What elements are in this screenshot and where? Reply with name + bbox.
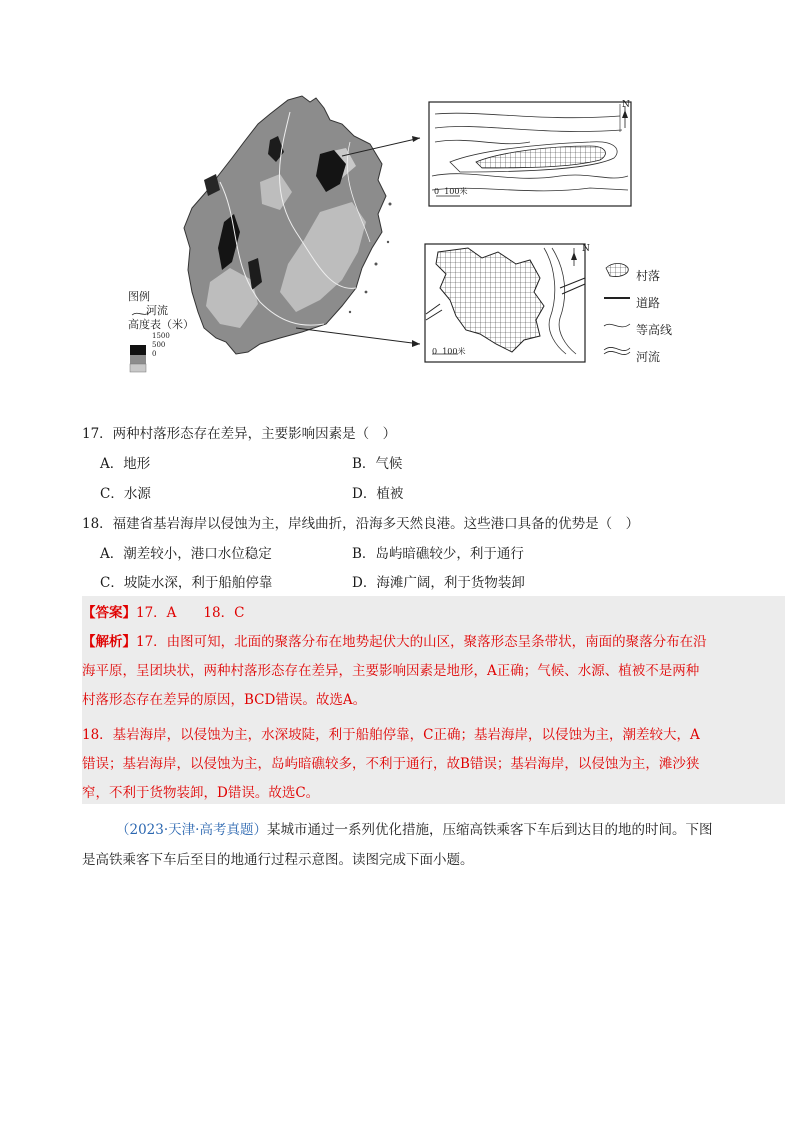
source-text-1: 某城市通过一系列优化措施，压缩高铁乘客下车后到达目的地的时间。下图	[266, 822, 713, 838]
answer-label: 【答案】	[82, 605, 136, 621]
source-tag: （2023·天津·高考真题）	[116, 822, 267, 838]
analysis-line-6: 窄，不利于货物装卸，D错误。故选C。	[82, 785, 320, 801]
analysis-line-3: 村落形态存在差异的原因，BCD错误。故选A。	[82, 692, 367, 708]
legend-contour: 等高线	[636, 323, 673, 337]
answer-text: 17．A 18．C	[136, 605, 245, 621]
inset-bottom-north: N	[582, 244, 590, 254]
terrain-map-figure	[120, 92, 680, 392]
q18-option-b: B．岛屿暗礁较少，利于通行	[352, 546, 524, 562]
q17-option-a: A．地形	[100, 456, 151, 472]
answer-line	[82, 601, 244, 621]
scale-zero: 0	[434, 187, 440, 196]
q18-option-c: C．坡陡水深，利于船舶停靠	[100, 575, 273, 591]
q17-option-d: D．植被	[352, 486, 404, 502]
analysis-line-4: 18．基岩海岸，以侵蚀为主，水深坡陡，利于船舶停靠，C正确；基岩海岸，以侵蚀为主，潮差较大，A	[82, 727, 700, 743]
inset-bottom	[425, 244, 585, 362]
scale-zero: 0	[432, 347, 438, 356]
legend-h3: 0	[152, 350, 157, 358]
inset-top-scale	[434, 186, 467, 197]
legend-h2: 500	[152, 341, 166, 349]
legend-river: 河流	[636, 350, 661, 364]
legend-h1: 1500	[152, 332, 170, 340]
scale-label: 100米	[442, 347, 466, 356]
question-18-stem: 18．福建省基岩海岸以侵蚀为主，岸线曲折，沿海多天然良港。这些港口具备的优势是（ ）	[82, 516, 640, 532]
analysis-label: 【解析】	[82, 634, 136, 650]
scale-label: 100米	[444, 187, 468, 196]
analysis-line-5: 错误；基岩海岸，以侵蚀为主，岛屿暗礁较多，不利于通行，故B错误；基岩海岸，以侵蚀为主，滩沙狭	[82, 756, 700, 772]
q18-option-a: A．潮差较小，港口水位稳定	[100, 546, 272, 562]
question-17-stem: 17．两种村落形态存在差异，主要影响因素是（ ）	[82, 426, 397, 442]
inset-top-north: N	[622, 100, 630, 110]
analysis-text-1: 17．由图可知，北面的聚落分布在地势起伏大的山区，聚落形态呈条带状，南面的聚落分布在沿	[136, 634, 707, 650]
next-question-intro-line-1	[116, 818, 712, 838]
legend-river: 河流	[146, 304, 168, 317]
q17-option-c: C．水源	[100, 486, 151, 502]
legend-right	[602, 262, 672, 370]
next-question-intro-line-2: 是高铁乘客下车后至目的地通行过程示意图。读图完成下面小题。	[82, 852, 474, 868]
inset-bottom-scale	[432, 346, 465, 357]
legend-title: 图例	[128, 290, 150, 303]
legend-village: 村落	[636, 269, 661, 283]
legend-left	[128, 290, 194, 359]
fujian-map	[184, 96, 392, 354]
legend-road: 道路	[636, 296, 661, 310]
legend-height-title: 高度表（米）	[128, 318, 194, 331]
analysis-line-2: 海平原，呈团块状，两种村落形态存在差异，主要影响因素是地形，A正确；气候、水源、植被不是两种	[82, 663, 700, 679]
q17-option-b: B．气候	[352, 456, 403, 472]
q18-option-d: D．海滩广阔，利于货物装卸	[352, 575, 525, 591]
analysis-line-1	[82, 630, 707, 650]
